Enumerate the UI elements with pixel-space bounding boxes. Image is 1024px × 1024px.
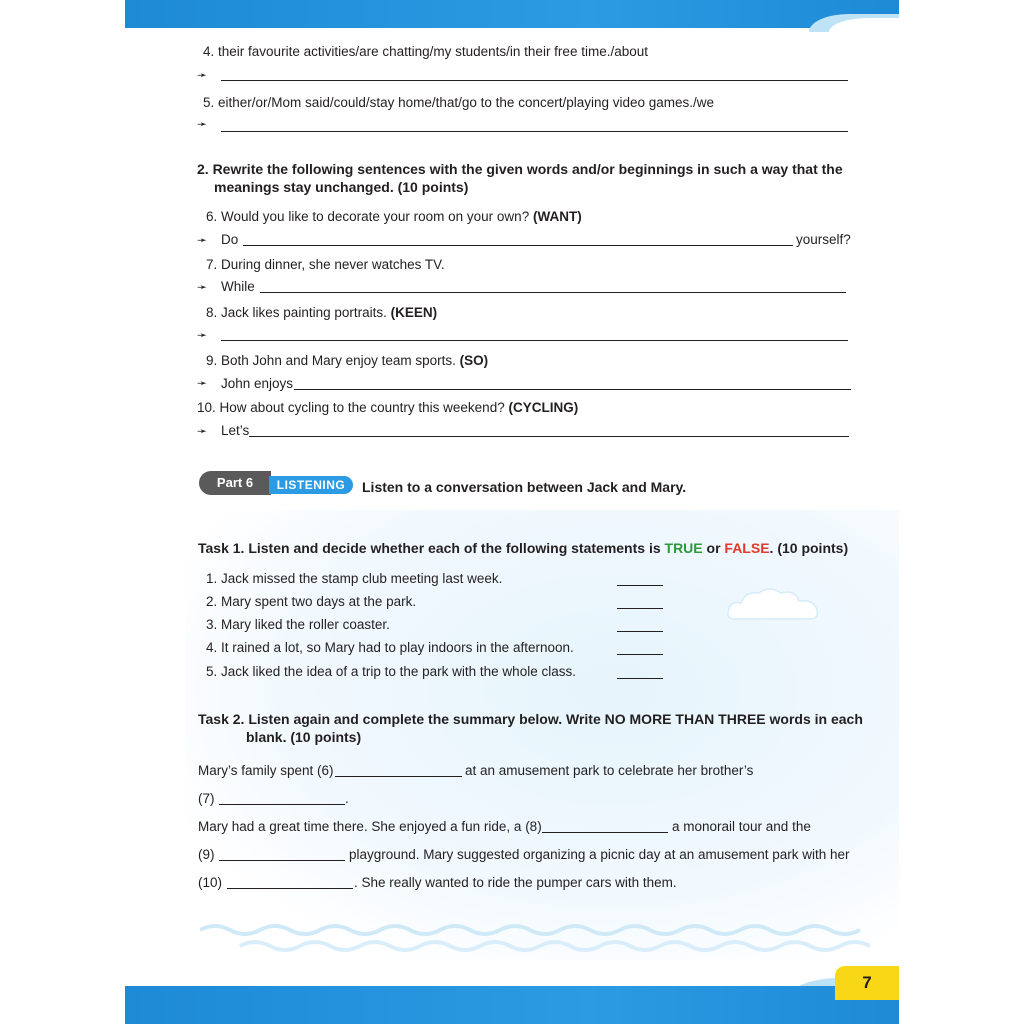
item-number: 6. xyxy=(206,209,218,224)
summary-line-2-start: (7) xyxy=(198,791,215,806)
answer-line[interactable] xyxy=(249,436,849,437)
rewrite-item-9 xyxy=(206,352,488,370)
item-number: 9. xyxy=(206,353,218,368)
section-2-heading: 2. Rewrite the following sentences with the given words and/or beginnings in such a way that the xyxy=(197,161,843,177)
arrow-icon: ➛ xyxy=(197,117,208,131)
statement-3 xyxy=(206,616,390,634)
item-number: 8. xyxy=(206,305,218,320)
item-number: 3. xyxy=(206,617,218,632)
summary-line-5-end: . She really wanted to ride the pumper cars with them. xyxy=(354,875,677,890)
item-number: 7. xyxy=(206,257,218,272)
blank-8[interactable] xyxy=(542,832,668,833)
summary-line-4-end: playground. Mary suggested organizing a picnic day at an amusement park with her xyxy=(349,847,850,862)
sentence-start: Do xyxy=(221,232,239,247)
rewrite-item-8 xyxy=(206,304,437,322)
item-text: their favourite activities/are chatting/my students/in their free time./about xyxy=(218,44,648,59)
keyword: (SO) xyxy=(459,353,489,368)
blank-9[interactable] xyxy=(219,860,345,861)
statement-1 xyxy=(206,570,502,588)
item-number: 1. xyxy=(206,571,218,586)
answer-line[interactable] xyxy=(221,80,848,81)
statement-text: Mary liked the roller coaster. xyxy=(221,617,390,632)
task1-points: . (10 points) xyxy=(769,540,849,556)
item-number: 4. xyxy=(206,640,218,655)
item-5 xyxy=(203,94,714,112)
statement-text: Mary spent two days at the park. xyxy=(221,594,417,609)
rewrite-item-10 xyxy=(197,399,578,417)
statement-4 xyxy=(206,639,574,657)
item-number: 5. xyxy=(206,664,218,679)
arrow-icon: ➛ xyxy=(197,233,208,247)
answer-line[interactable] xyxy=(221,131,848,132)
arrow-icon: ➛ xyxy=(197,68,208,82)
task1-label: Task 1. Listen and decide whether each of the following statements is xyxy=(198,540,661,556)
bottom-decorative-band xyxy=(125,986,899,1024)
blank-6[interactable] xyxy=(335,776,462,777)
statement-text: Jack missed the stamp club meeting last week. xyxy=(221,571,503,586)
statement-5 xyxy=(206,663,576,681)
workbook-page xyxy=(125,0,899,1024)
answer-line[interactable] xyxy=(260,292,846,293)
sentence-start: Let’s xyxy=(221,423,250,438)
arrow-icon: ➛ xyxy=(197,376,208,390)
item-number: 5. xyxy=(203,95,215,110)
top-decorative-band xyxy=(125,0,899,28)
true-word: TRUE xyxy=(664,540,703,556)
keyword: (KEEN) xyxy=(390,305,438,320)
or-word: or xyxy=(706,540,721,556)
arrow-icon: ➛ xyxy=(197,328,208,342)
keyword: (WANT) xyxy=(532,209,582,224)
true-false-blank[interactable] xyxy=(617,608,663,609)
keyword: (CYCLING) xyxy=(508,400,579,415)
false-word: FALSE xyxy=(724,540,770,556)
section-2-heading-cont: meanings stay unchanged. (10 points) xyxy=(214,179,469,195)
task2-heading: Task 2. Listen again and complete the summary below. Write NO MORE THAN THREE words in each xyxy=(198,711,863,727)
item-text: Both John and Mary enjoy team sports. xyxy=(221,353,456,368)
page-number: 7 xyxy=(835,966,899,1000)
item-text: How about cycling to the country this weekend? xyxy=(219,400,505,415)
rewrite-item-6 xyxy=(206,208,582,226)
statement-2 xyxy=(206,593,416,611)
summary-line-1-end: at an amusement park to celebrate her brother’s xyxy=(465,763,754,778)
sentence-start: John enjoys xyxy=(221,376,294,391)
rewrite-item-7 xyxy=(206,256,445,274)
true-false-blank[interactable] xyxy=(617,631,663,632)
answer-line[interactable] xyxy=(294,389,851,390)
answer-line[interactable] xyxy=(243,245,793,246)
task2-heading-cont: blank. (10 points) xyxy=(246,729,362,745)
summary-line-5-start: (10) xyxy=(198,875,223,890)
item-text: Jack likes painting portraits. xyxy=(221,305,387,320)
summary-line-1-start: Mary’s family spent (6) xyxy=(198,763,334,778)
blank-7[interactable] xyxy=(219,804,345,805)
true-false-blank[interactable] xyxy=(617,678,663,679)
arrow-icon: ➛ xyxy=(197,280,208,294)
statement-text: Jack liked the idea of a trip to the park with the whole class. xyxy=(221,664,576,679)
item-number: 2. xyxy=(206,594,218,609)
item-4 xyxy=(203,43,648,61)
summary-line-2-end: . xyxy=(345,791,349,806)
item-number: 10. xyxy=(197,400,216,415)
summary-line-3-start: Mary had a great time there. She enjoyed a fun ride, a (8) xyxy=(198,819,542,834)
arrow-icon: ➛ xyxy=(197,424,208,438)
cloud-icon xyxy=(725,585,820,621)
listening-badge: LISTENING xyxy=(269,476,353,494)
summary-line-4-start: (9) xyxy=(198,847,215,862)
sentence-start: While xyxy=(221,279,255,294)
task1-heading xyxy=(198,539,848,557)
part6-instruction: Listen to a conversation between Jack and Mary. xyxy=(362,479,687,495)
item-text: either/or/Mom said/could/stay home/that/go to the concert/playing video games./we xyxy=(218,95,715,110)
true-false-blank[interactable] xyxy=(617,654,663,655)
blank-10[interactable] xyxy=(227,888,353,889)
wave-decoration xyxy=(200,918,870,958)
true-false-blank[interactable] xyxy=(617,585,663,586)
answer-line[interactable] xyxy=(221,340,848,341)
sentence-end: yourself? xyxy=(796,232,851,247)
statement-text: It rained a lot, so Mary had to play indoors in the afternoon. xyxy=(221,640,574,655)
item-text: Would you like to decorate your room on your own? xyxy=(221,209,530,224)
item-number: 4. xyxy=(203,44,215,59)
item-text: During dinner, she never watches TV. xyxy=(221,257,445,272)
part-badge: Part 6 xyxy=(199,471,271,495)
summary-line-3-end: a monorail tour and the xyxy=(672,819,811,834)
